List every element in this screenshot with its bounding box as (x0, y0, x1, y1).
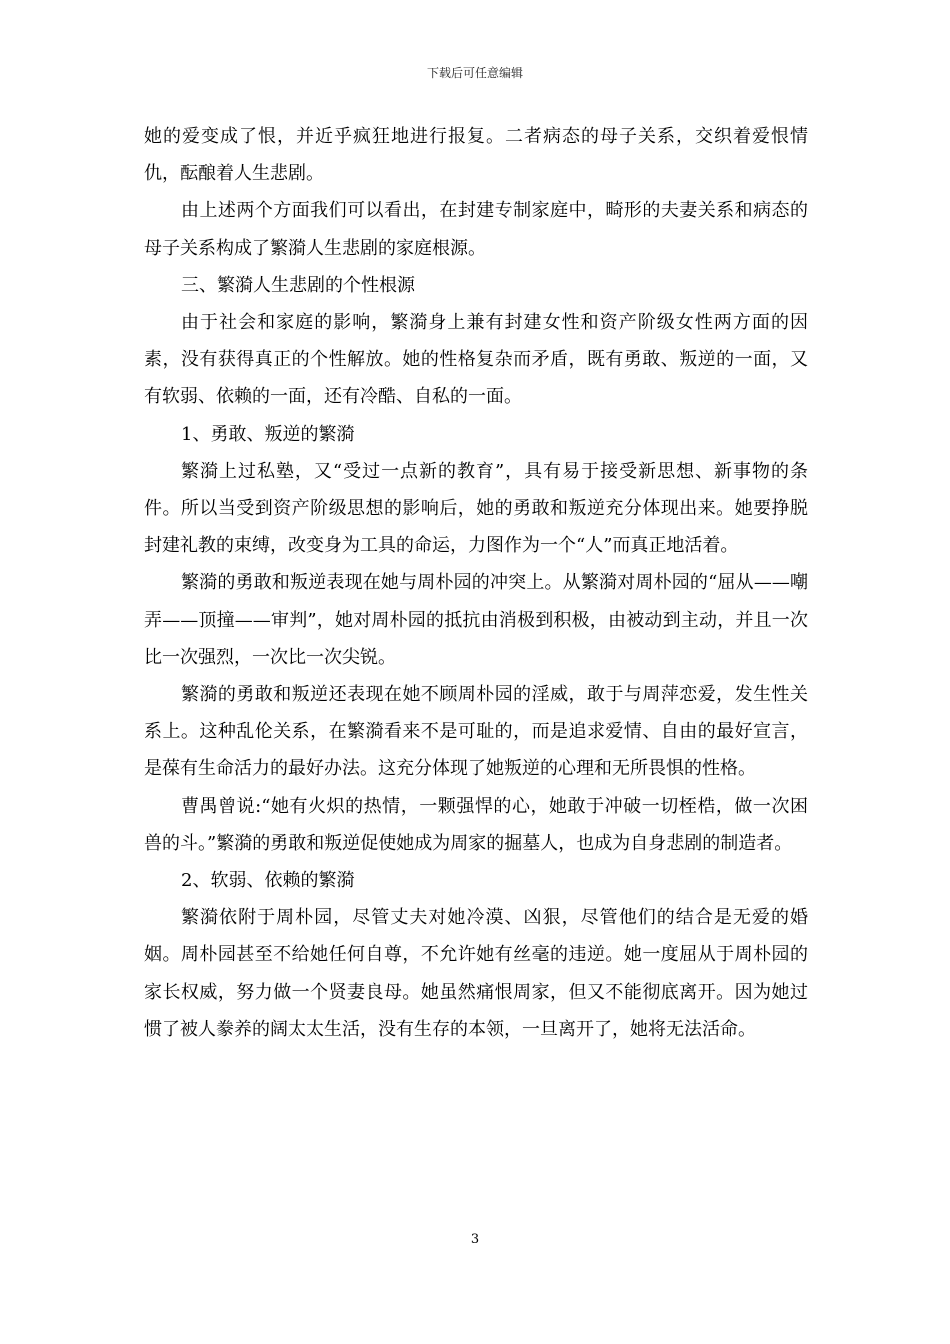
subsection-heading: 1、勇敢、叛逆的繁漪 (181, 423, 355, 445)
page-header: 下载后可任意编辑 (426, 66, 523, 80)
paragraph: 繁漪的勇敢和叛逆表现在她与周朴园的冲突上。从繁漪对周朴园的“屈从——嘲弄——顶撞——审判”，她对周朴园的抵抗由消极到积极，由被动到主动，并且一次比一次强烈，一次比一次尖锐。 (144, 572, 808, 668)
paragraph: 曹禺曾说:“她有火炽的热情，一颗强悍的心，她敢于冲破一切桎梏，做一次困兽的斗。”繁漪的勇敢和叛逆促使她成为周家的掘墓人，也成为自身悲剧的制造者。 (144, 795, 808, 854)
paragraph: 由于社会和家庭的影响，繁漪身上兼有封建女性和资产阶级女性两方面的因素，没有获得真正的个性解放。她的性格复杂而矛盾，既有勇敢、叛逆的一面，又有软弱、依赖的一面，还有冷酷、自私的一面。 (144, 312, 808, 408)
section-heading: 三、繁漪人生悲剧的个性根源 (181, 274, 415, 296)
document-body (144, 118, 808, 1048)
subsection-heading: 2、软弱、依赖的繁漪 (181, 870, 355, 892)
paragraph: 繁漪上过私塾，又“受过一点新的教育”，具有易于接受新思想、新事物的条件。所以当受到资产阶级思想的影响后，她的勇敢和叛逆充分体现出来。她要挣脱封建礼教的束缚，改变身为工具的命运，力图作为一个“人”而真正地活着。 (144, 460, 808, 557)
paragraph: 繁漪的勇敢和叛逆还表现在她不顾周朴园的淫威，敢于与周萍恋爱，发生性关系上。这种乱伦关系，在繁漪看来不是可耻的，而是追求爱情、自由的最好宣言，是葆有生命活力的最好办法。这充分体现了她叛逆的心理和无所畏惧的性格。 (144, 684, 808, 780)
paragraph-continuation: 她的爱变成了恨，并近乎疯狂地进行报复。二者病态的母子关系，交织着爱恨情仇，酝酿着人生悲剧。 (144, 126, 808, 185)
page-number: 3 (470, 1232, 480, 1247)
paragraph: 由上述两个方面我们可以看出，在封建专制家庭中，畸形的夫妻关系和病态的母子关系构成了繁漪人生悲剧的家庭根源。 (144, 200, 808, 259)
paragraph: 繁漪依附于周朴园，尽管丈夫对她冷漠、凶狠，尽管他们的结合是无爱的婚姻。周朴园甚至不给她任何自尊，不允许她有丝毫的违逆。她一度屈从于周朴园的家长权威，努力做一个贤妻良母。她虽然痛恨周家，但又不能彻底离开。因为她过惯了被人豢养的阔太太生活，没有生存的本领，一旦离开了，她将无法活命。 (144, 907, 808, 1040)
